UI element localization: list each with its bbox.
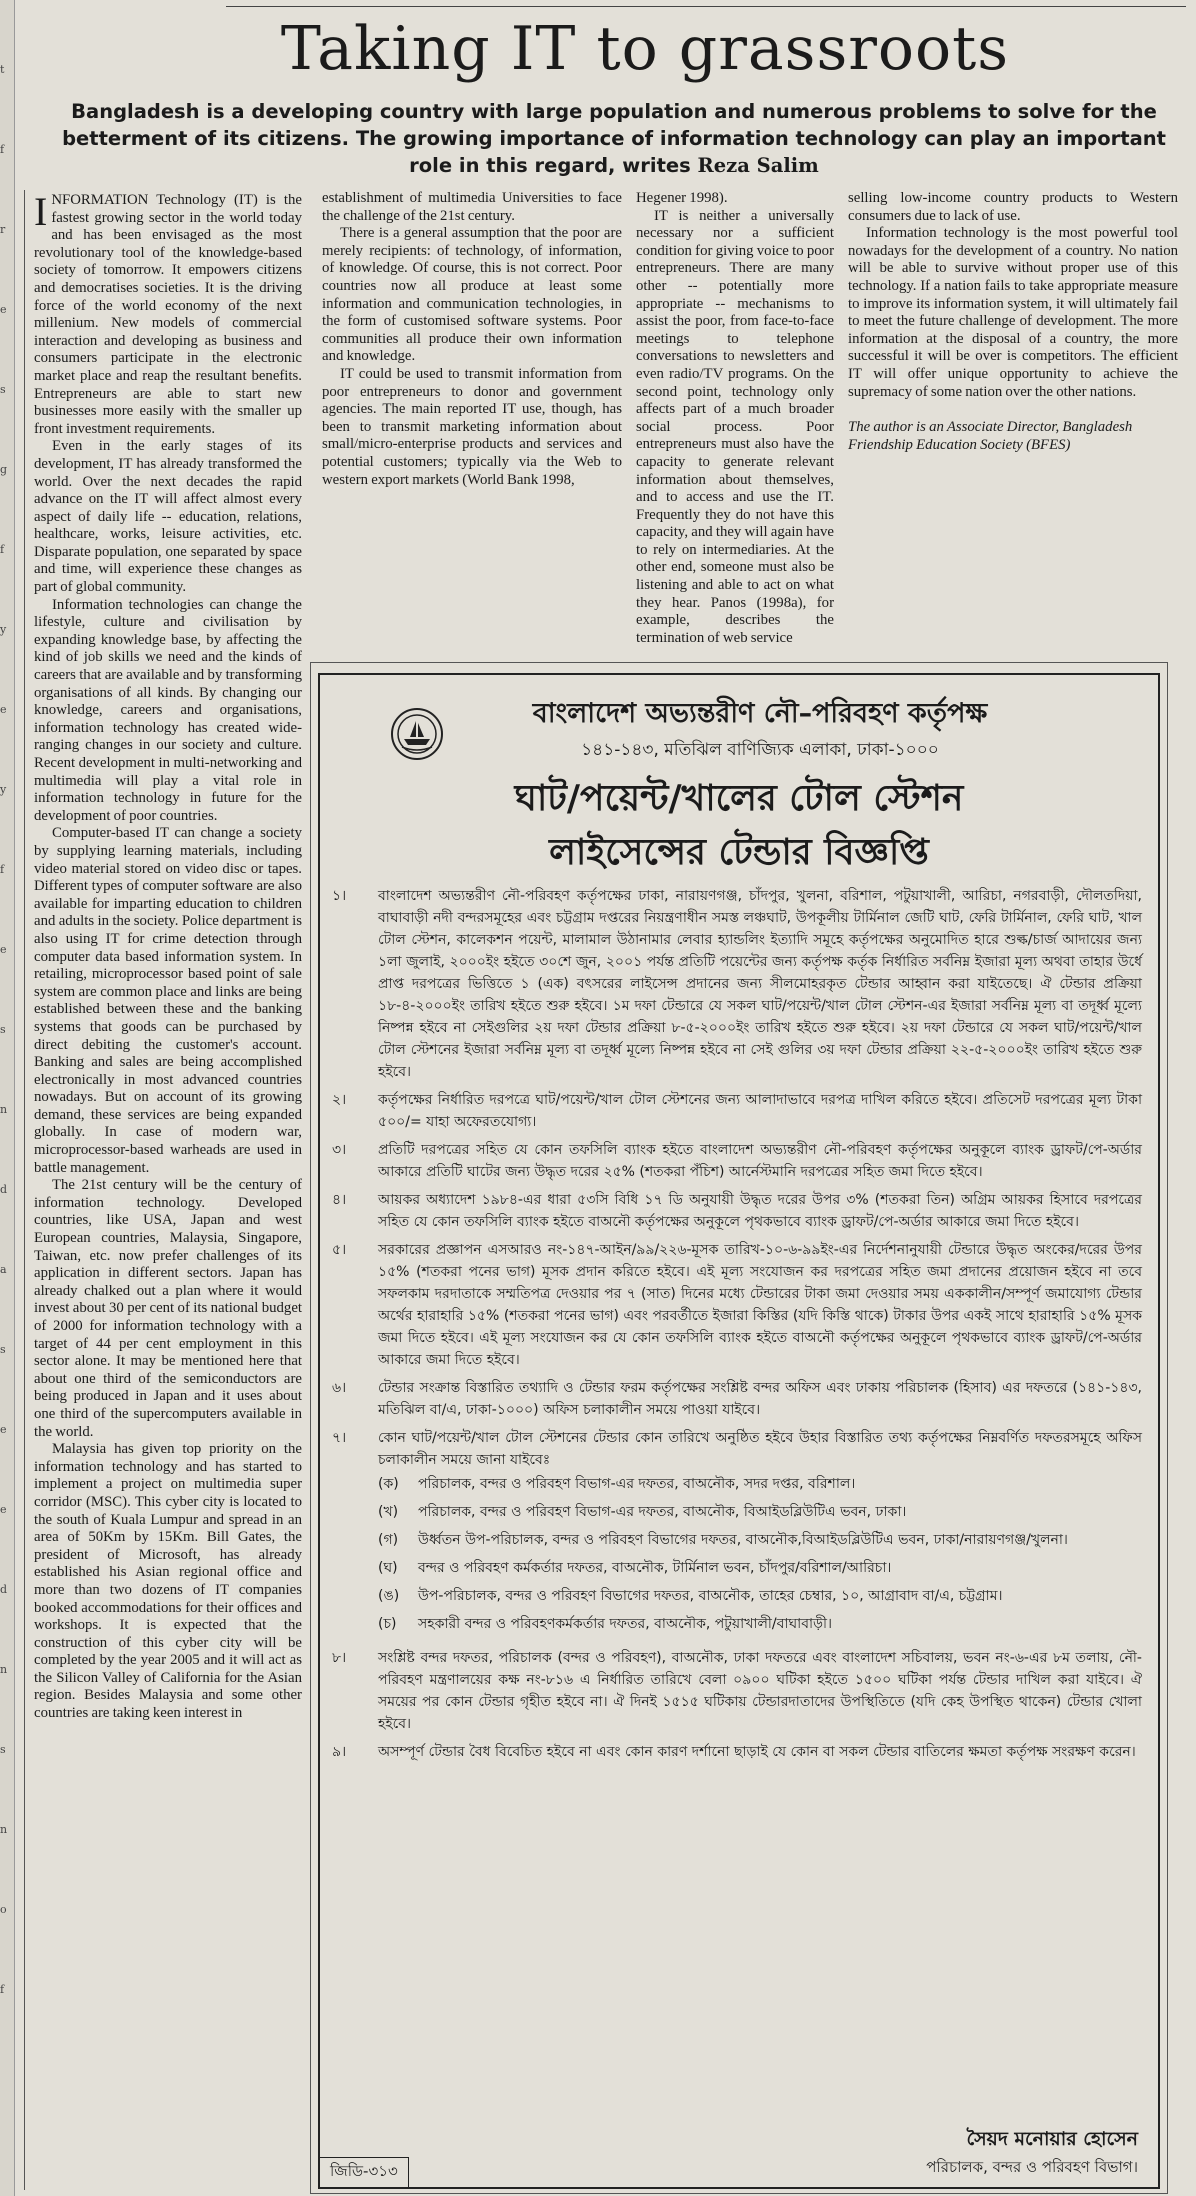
organisation-address: ১৪১-১৪৩, মতিঝিল বাণিজ্যিক এলাকা, ঢাকা-১০০০	[581, 740, 939, 760]
clause-number: ২।	[332, 1092, 347, 1108]
author-byline: The author is an Associate Director, Bangladesh Friendship Education Society (BFES)	[848, 419, 1133, 453]
paragraph: Information technology is the most powerful tool nowadays for the development of a country. No nation will be able to survive without proper use of this technology. If a nation fails to take appropriate measure to improve its information system, it will ultimately fail to meet the future challenge of development. The more information at the disposal of a country, the more successful it will be over is competitors. The efficient IT will offer unique opportunity to achieve the supremacy of some nation over the other nations.	[848, 225, 1178, 400]
notice-clause	[330, 1239, 1142, 1371]
paragraph: selling low-income country products to Western consumers due to lack of use.	[848, 190, 1178, 224]
deck	[44, 98, 1184, 179]
strip-letter: t	[0, 63, 5, 76]
paragraph: The 21st century will be the century of information technology. Developed countries, like USA, Japan and west European countries, Malaysia, Singapore, Taiwan, etc. now prefer challenges of its application in different sectors. Japan has already chalked out a plan where it would invest about 30 per cent of its national budget of 2000 for information technology with a target of 44 per cent employment in this sector alone. It may be mentioned here that about one third of the semiconductors are being produced in Japan and it uses about one third of the supercomputers available in the world.	[34, 1177, 302, 1440]
clause-text	[378, 1139, 1142, 1183]
signatory-title: পরিচালক, বন্দর ও পরিবহণ বিভাগ।	[926, 2158, 1138, 2176]
strip-letter: n	[0, 1823, 8, 1836]
strip-letter: r	[0, 223, 6, 236]
notice-clause	[330, 885, 1142, 1083]
strip-letter: n	[0, 1663, 8, 1676]
notice-clause	[330, 1647, 1142, 1735]
office-address: সহকারী বন্দর ও পরিবহণকর্মকর্তার দফতর, বাঅনৌক, পটুয়াখালী/বাঘাবাড়ী।	[418, 1616, 833, 1632]
author-name: Reza Salim	[697, 154, 819, 177]
strip-letter: f	[0, 1983, 5, 1996]
office-letter: (ঙ)	[378, 1588, 400, 1604]
office-letter: (ক)	[378, 1476, 399, 1492]
office-item	[378, 1585, 1142, 1607]
clause-number: ৫।	[332, 1242, 347, 1258]
office-address: পরিচালক, বন্দর ও পরিবহণ বিভাগ-এর দফতর, বাঅনৌক, বিআইডব্লিউটিএ ভবন, ঢাকা।	[418, 1504, 907, 1520]
office-item	[378, 1473, 1142, 1495]
clause-number: ১।	[332, 888, 347, 904]
office-letter: (ঘ)	[378, 1560, 398, 1576]
office-address: উর্ধ্বতন উপ-পরিচালক, বন্দর ও পরিবহণ বিভাগের দফতর, বাঅনৌক,বিআইডব্লিউটিএ ভবন, ঢাকা/নারায়ণগঞ্জ/খুলনা।	[418, 1532, 1068, 1548]
clause-number: ৭।	[332, 1430, 347, 1446]
signatory-name: সৈয়দ মনোয়ার হোসেন	[966, 2128, 1138, 2150]
strip-letter: n	[0, 1103, 8, 1116]
paragraph: Hegener 1998).	[636, 190, 728, 206]
clause-body: সংশ্লিষ্ট বন্দর দফতর, পরিচালক (বন্দর ও পরিবহণ), বাঅনৌক, ঢাকা দফতরে এবং বাংলাদেশ সচিবালয়, ভবন নং-৬-এর ৮ম তলায়, নৌ-পরিবহণ মন্ত্রণালয়ের কক্ষ নং-৮১৬ এ নির্ধারিত তারিখে বেলা ০৯০০ ঘটিকা হইতে ১৫০০ ঘটিকা পর্যন্ত টেন্ডার দাখিল করা যাইবে। ঐ সময়ের পর কোন টেন্ডার গৃহীত হইবে না। ঐ দিনই ১৫১৫ ঘটিকায় টেন্ডারদাতাদের উপস্থিতিতে (যদি কেহ উপস্থিত থাকেন) টেন্ডার খোলা হইবে।	[378, 1650, 1142, 1732]
clause-text	[378, 1189, 1142, 1233]
strip-letter: y	[0, 623, 7, 636]
clause-text	[378, 1089, 1142, 1133]
notice-title-line-2: লাইসেন্সের টেন্ডার বিজ্ঞপ্তি	[549, 832, 929, 873]
clause-number: ৮।	[332, 1650, 347, 1666]
notice-clause	[330, 1139, 1142, 1183]
article-column-3	[636, 190, 834, 646]
clause-number: ৩।	[332, 1142, 347, 1158]
strip-letter: e	[0, 1503, 7, 1516]
adjacent-column-fragment	[0, 0, 15, 2196]
clause-text	[378, 1647, 1142, 1735]
column-rule	[24, 190, 25, 2190]
office-address: উপ-পরিচালক, বন্দর ও পরিবহণ বিভাগের দফতর, বাঅনৌক, তাহের চেম্বার, ১০, আগ্রাবাদ বা/এ, চট্টগ্রাম।	[418, 1588, 1003, 1604]
office-item	[378, 1613, 1142, 1635]
strip-letter: f	[0, 863, 5, 876]
strip-letter: s	[0, 383, 6, 396]
notice-clause	[330, 1741, 1142, 1763]
article-column-2	[322, 190, 622, 635]
strip-letter: e	[0, 303, 7, 316]
clause-number: ৬।	[332, 1380, 347, 1396]
strip-letter: f	[0, 543, 5, 556]
clause-body: বাংলাদেশ অভ্যন্তরীণ নৌ-পরিবহণ কর্তৃপক্ষের ঢাকা, নারায়ণগঞ্জ, চাঁদপুর, খুলনা, বরিশাল, পটুয়াখালী, আরিচা, নগরবাড়ী, দৌলতদিয়া, বাঘাবাড়ী নদী বন্দরসমূহের এবং চট্টগ্রাম দপ্তরের নিয়ন্ত্রণাধীন সমস্ত লঞ্চঘাট, উপকূলীয় টার্মিনাল জেটি ঘাট, ফেরি টার্মিনাল, ফেরি ঘাট, খাল টোল স্টেশন, কালেকশন পয়েন্ট, মালামাল উঠানামার লেবার হ্যান্ডলিং ইত্যাদি সমূহে কর্তৃপক্ষের অনুমোদিত হারে শুল্ক/চার্জ আদায়ের জন্য ১লা জুলাই, ২০০০ইং হইতে ৩০শে জুন, ২০০১ পর্যন্ত প্রতিটি পয়েন্টের জন্য কর্তৃপক্ষ কর্তৃক নির্ধারিত সর্বনিম্ন ইজারা মূল্য অথবা তাহার উর্ধে প্রাপ্ত দরপত্রের ভিত্তিতে ১ (এক) বৎসরের লাইসেন্স প্রদানের জন্য সীলমোহরকৃত টেন্ডার আহ্বান করা যাইতেছে। ঐ টেন্ডার প্রক্রিয়া ১৮-৪-২০০০ইং তারিখ হইতে শুরু হইবে। ১ম দফা টেন্ডারে যে সকল ঘাট/পয়েন্ট/খাল টোল স্টেশন-এর ইজারা সর্বনিম্ন মূল্য বা তদূর্ধ্ব মূল্যে নিষ্পন্ন হইবে না সেইগুলির ২য় দফা টেন্ডার প্রক্রিয়া ৮-৫-২০০০ইং তারিখ হইতে শুরু হইবে। ২য় দফা টেন্ডারে যে সকল ঘাট/পয়েন্ট/খাল টোল স্টেশনের ইজারা সর্বনিম্ন মূল্য বা তদূর্ধ্ব মূল্যে নিষ্পন্ন হইবে না সেই গুলির ৩য় দফা টেন্ডার প্রক্রিয়া ২২-৫-২০০০ইং তারিখ হইতে শুরু হইবে।	[378, 888, 1142, 1080]
strip-letter: y	[0, 783, 7, 796]
clause-body: কর্তৃপক্ষের নির্ধারিত দরপত্রে ঘাট/পয়েন্ট/খাল টোল স্টেশনের জন্য আলাদাভাবে দরপত্র দাখিল করিতে হইবে। প্রতিসেট দরপত্রের মূল্য টাকা ৫০০/= যাহা অফেরতযোগ্য।	[378, 1092, 1142, 1130]
paragraph: Information technologies can change the lifestyle, culture and civilisation by expanding knowledge base, by affecting the kind of job skills we need and the kinds of careers that are available and by transforming organisations of all kinds. By changing our knowledge, careers and organisations, information technology has created wide-ranging changes in our society and culture. Recent development in multi-networking and multimedia will play a vital role in information technology in future for the development of poor countries.	[34, 596, 302, 824]
clause-text	[378, 1377, 1142, 1421]
clause-text	[378, 1741, 1142, 1763]
notice-clause	[330, 1089, 1142, 1133]
clause-number: ৪।	[332, 1192, 347, 1208]
office-address: পরিচালক, বন্দর ও পরিবহণ বিভাগ-এর দফতর, বাঅনৌক, সদর দপ্তর, বরিশাল।	[418, 1476, 856, 1492]
paragraph: There is a general assumption that the poor are merely recipients: of technology, of information, of knowledge. Of course, this is not correct. Poor countries now all produce at least some information and communication technologies, in the form of customised software systems. Poor communities all produce their own information and knowledge.	[322, 225, 622, 365]
office-letter: (চ)	[378, 1616, 397, 1632]
paragraph: Even in the early stages of its development, IT has already transformed the world. Over the next decades the rapid advance on the IT will affect almost every aspect of daily life -- education, relations, healthcare, works, leisure activities, etc. Disparate population, one separated by space and time, will experience these changes as part of global community.	[34, 438, 302, 596]
strip-letter: d	[0, 1583, 8, 1596]
paragraph: IT is neither a universally necessary nor a sufficient condition for giving voice to poor entrepreneurs. There are many other -- potentially more appropriate -- mechanisms to assist the poor, from face-to-face meetings to telephone conversations to newsletters and even radio/TV programs. On the second point, technology only affects part of a much broader social process. Poor entrepreneurs must also have the capacity to generate relevant information about themselves, and to access and use the IT. Frequently they do not have this capacity, and they will again have to rely on intermediaries. At the other end, someone must also be listening and able to act on what they hear. Panos (1998a), for example, describes the termination of web service	[636, 207, 834, 646]
clause-text	[378, 1427, 1142, 1641]
article-column-4	[848, 190, 1178, 635]
strip-letter: a	[0, 1263, 7, 1276]
paragraph: Computer-based IT can change a society by supplying learning materials, including video material stored on video disc or tapes. Different types of computer software are also available for imparting education to children and adults in the society. Police department is also using IT for crime detection through computer data based information system. In retailing, microprocessor based point of sale system are common place and links are being established between these and the banking systems that goods can be purchased by direct debiting the customer's account. Banking and sales are being accomplished electronically in most advanced countries nowadays. But on account of its growing demand, these services are being expanded globally. In case of modern war, microprocessor-based warheads are used in battle management.	[34, 825, 302, 1176]
clause-text	[378, 1239, 1142, 1371]
office-item	[378, 1557, 1142, 1579]
tender-notice	[318, 673, 1160, 2189]
office-letter: (গ)	[378, 1532, 399, 1548]
strip-letter: g	[0, 463, 8, 476]
strip-letter: e	[0, 703, 7, 716]
strip-letter: s	[0, 1023, 6, 1036]
paragraph: IT could be used to transmit information from poor entrepreneurs to donor and government agencies. The main reported IT use, though, has been to transmit marketing information about small/micro-enterprise products and services and potential customers; typically via the Web to western export markets (World Bank 1998,	[322, 365, 622, 488]
headline: Taking IT to grassroots	[280, 14, 1010, 84]
notice-title-line-1: ঘাট/পয়েন্ট/খালের টোল স্টেশন	[514, 778, 964, 819]
top-rule	[226, 6, 1186, 7]
clause-text	[378, 885, 1142, 1083]
clause-body: সরকারের প্রজ্ঞাপন এসআরও নং-১৪৭-আইন/৯৯/২২৬-মূসক তারিখ-১০-৬-৯৯ইং-এর নির্দেশনানুযায়ী টেন্ডারে উদ্ধৃত অংকের/দরের উপর ১৫% (শতকরা পনের ভাগ) মূসক প্রদান করিতে হইবে। এই মূল্য সংযোজন কর দরপত্রের সহিত জমা প্রদানের প্রয়োজন হইবে না তবে সফলকাম দরদাতাকে সম্মতিপত্র দেওয়ার পর ৭ (সাত) দিনের মধ্যে টেন্ডারের টাকা জমা দেওয়ার সময় এককালীন/সম্পূর্ণ জমাযোগ্য টেন্ডার অর্থের হারাহারি ১৫% (শতকরা পনের ভাগ) এবং পরবর্তীতে ইজারা কিস্তির (যদি কিস্তি থাকে) টাকার উপর একই সাথে হারাহারি ১৫% মূসক জমা দিতে হইবে। এই মূল্য সংযোজন কর যে কোন তফসিলি ব্যাংক হইতে বাঅনৌ কর্তৃপক্ষের অনুকূলে পৃথকভাবে ব্যাংক ড্রাফট/পে-অর্ডার আকারে জমা দিতে হইবে।	[378, 1242, 1142, 1368]
organisation-name: বাংলাদেশ অভ্যন্তরীণ নৌ–পরিবহণ কর্তৃপক্ষ	[532, 698, 988, 729]
clause-body: অসম্পূর্ণ টেন্ডার বৈধ বিবেচিত হইবে না এবং কোন কারণ দর্শানো ছাড়াই যে কোন বা সকল টেন্ডার বাতিলের ক্ষমতা কর্তৃপক্ষ সংরক্ষণ করেন।	[378, 1744, 1136, 1760]
paragraph: Malaysia has given top priority on the information technology and has started to implement a project on multimedia super corridor (MSC). This cyber city is located to the south of Kuala Lumpur and spread in an area of 50Km by 15Km. Bill Gates, the president of Microsoft, has already established his Asian regional office and more than two dozens of IT companies booked accommodations for their offices and workshops. It is expected that the construction of this cyber city will be completed by the year 2005 and it will act as the Silicon Valley of California for the Asian region. Besides Malaysia and some other countries are taking keen interest in	[34, 1441, 302, 1722]
paragraph: INFORMATION Technology (IT) is the fastest growing sector in the world today and has been envisaged as the most revolutionary tool of the knowledge-based society of tomorrow. It empowers citizens and democratises societies. It is the driving force of the world economy of the next millenium. New models of commercial interaction and developing as business and consumers participate in the electronic market place and reap the resultant benefits. Entrepreneurs are able to start new businesses more easily with the smaller up front investment requirements.	[34, 189, 302, 437]
clause-body: টেন্ডার সংক্রান্ত বিস্তারিত তথ্যাদি ও টেন্ডার ফরম কর্তৃপক্ষের সংশ্লিষ্ট বন্দর অফিস এবং ঢাকায় পরিচালক (হিসাব) এর দফতরে (১৪১-১৪৩, মতিঝিল বা/এ, ঢাকা-১০০০) অফিস চলাকালীন সময়ে পাওয়া যাইবে।	[378, 1380, 1142, 1418]
strip-letter: s	[0, 1743, 6, 1756]
paragraph: establishment of multimedia Universities to face the challenge of the 21st century.	[322, 190, 622, 224]
strip-letter: e	[0, 1423, 7, 1436]
notice-clause	[330, 1427, 1142, 1641]
notice-clauses	[330, 885, 1142, 1769]
clause-number: ৯।	[332, 1744, 347, 1760]
strip-letter: d	[0, 1183, 8, 1196]
office-item	[378, 1501, 1142, 1523]
office-letter: (খ)	[378, 1504, 399, 1520]
clause-body: কোন ঘাট/পয়েন্ট/খাল টোল স্টেশনের টেন্ডার কোন তারিখে অনুষ্ঠিত হইবে উহার বিস্তারিত তথ্য কর্তৃপক্ষের নিম্নবর্ণিত দফতরসমূহে অফিস চলাকালীন সময়ে জানা যাইবেঃ	[378, 1430, 1142, 1468]
notice-clause	[330, 1189, 1142, 1233]
strip-letter: o	[0, 1903, 7, 1916]
strip-letter: s	[0, 1343, 6, 1356]
article-column-1	[34, 189, 302, 2188]
notice-clause	[330, 1377, 1142, 1421]
clause-body: প্রতিটি দরপত্রের সহিত যে কোন তফসিলি ব্যাংক হইতে বাংলাদেশ অভ্যন্তরীণ নৌ-পরিবহণ কর্তৃপক্ষের অনুকূলে ব্যাংক ড্রাফট/পে-অর্ডার আকারে প্রতিটি ঘাটের জন্য উদ্ধৃত দরের ২৫% (শতকরা পঁচিশ) আর্নেস্টমানি দরপত্রের সহিত জমা দিতে হইবে।	[378, 1142, 1142, 1180]
clause-body: আয়কর অধ্যাদেশ ১৯৮৪-এর ধারা ৫৩সি বিধি ১৭ ডি অনুযায়ী উদ্ধৃত দরের উপর ৩% (শতকরা তিন) অগ্রিম আয়কর হিসাবে দরপত্রের সহিত যে কোন তফসিলি ব্যাংক হইতে বাঅনৌ কর্তৃপক্ষের অনুকূলে পৃথকভাবে ব্যাংক ড্রাফট/পে-অর্ডার আকারে জমা দিতে হইবে।	[378, 1192, 1142, 1230]
strip-letter: f	[0, 143, 5, 156]
deck-text: Bangladesh is a developing country with large population and numerous problems to solve for the betterment of its citizens. The growing importance of information technology can play an important role in this regard, writes	[62, 100, 1166, 177]
office-address: বন্দর ও পরিবহণ কর্মকর্তার দফতর, বাঅনৌক, টার্মিনাল ভবন, চাঁদপুর/বরিশাল/আরিচা।	[418, 1560, 892, 1576]
strip-letter: e	[0, 943, 7, 956]
office-item	[378, 1529, 1142, 1551]
notice-code: জিডি-৩১৩	[320, 2157, 409, 2187]
